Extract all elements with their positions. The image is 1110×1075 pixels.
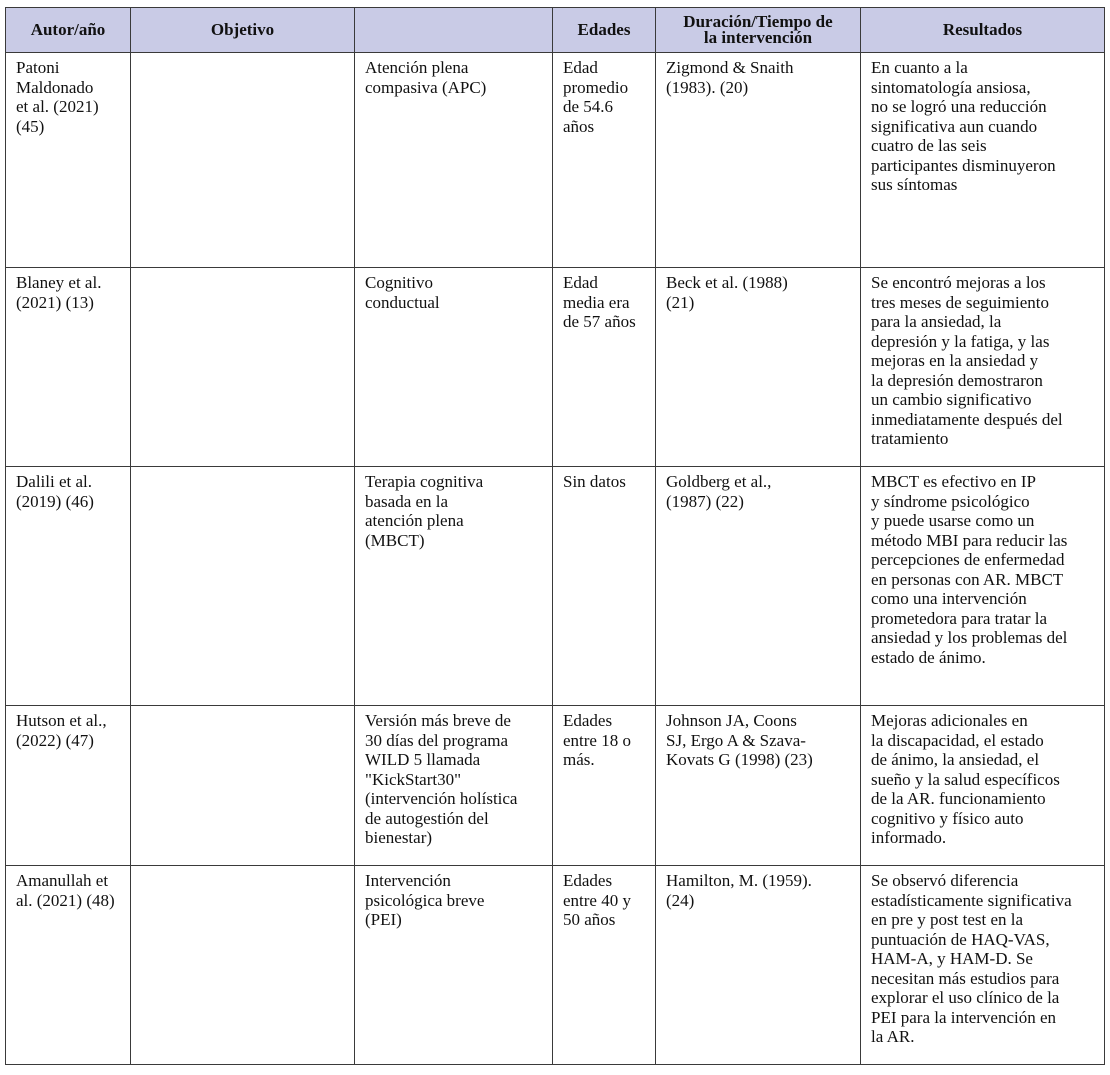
cell-objetivo <box>131 866 355 1065</box>
cell-objetivo <box>131 467 355 706</box>
cell-resultados: Se encontró mejoras a los tres meses de seguimiento para la ansiedad, la depresión y la fatiga, y las mejoras en la ansiedad y la depresión demostraron un cambio significativo inmediatamente después del tratamiento <box>861 268 1105 467</box>
cell-duracion: Johnson JA, Coons SJ, Ergo A & Szava- Kovats G (1998) (23) <box>656 706 861 866</box>
header-autor: Autor/año <box>6 8 131 53</box>
cell-objetivo <box>131 706 355 866</box>
table-row <box>6 866 1105 1065</box>
cell-edades: Edades entre 40 y 50 años <box>553 866 656 1065</box>
cell-resultados: MBCT es efectivo en IP y síndrome psicológico y puede usarse como un método MBI para reducir las percepciones de enfermedad en personas con AR. MBCT como una intervención prometedora para tratar la ansiedad y los problemas del estado de ánimo. <box>861 467 1105 706</box>
cell-autor: Hutson et al., (2022) (47) <box>6 706 131 866</box>
header-objetivo: Objetivo <box>131 8 355 53</box>
cell-resultados: En cuanto a la sintomatología ansiosa, no se logró una reducción significativa aun cuando cuatro de las seis participantes disminuyeron sus síntomas <box>861 53 1105 268</box>
cell-autor: Blaney et al. (2021) (13) <box>6 268 131 467</box>
studies-table <box>5 7 1105 1065</box>
table-row <box>6 467 1105 706</box>
cell-intervencion: Terapia cognitiva basada en la atención plena (MBCT) <box>355 467 553 706</box>
table-body <box>6 53 1105 1065</box>
cell-duracion: Goldberg et al., (1987) (22) <box>656 467 861 706</box>
cell-resultados: Mejoras adicionales en la discapacidad, el estado de ánimo, la ansiedad, el sueño y la salud específicos de la AR. funcionamiento cognitivo y físico auto informado. <box>861 706 1105 866</box>
table-row <box>6 706 1105 866</box>
cell-resultados: Se observó diferencia estadísticamente significativa en pre y post test en la puntuación de HAQ-VAS, HAM-A, y HAM-D. Se necesitan más estudios para explorar el uso clínico de la PEI para la intervención en la AR. <box>861 866 1105 1065</box>
cell-edades: Edad promedio de 54.6 años <box>553 53 656 268</box>
cell-duracion: Zigmond & Snaith (1983). (20) <box>656 53 861 268</box>
header-row <box>6 8 1105 53</box>
cell-intervencion: Versión más breve de 30 días del programa WILD 5 llamada "KickStart30" (intervención holística de autogestión del bienestar) <box>355 706 553 866</box>
cell-autor: Dalili et al. (2019) (46) <box>6 467 131 706</box>
cell-objetivo <box>131 268 355 467</box>
cell-edades: Edad media era de 57 años <box>553 268 656 467</box>
cell-edades: Sin datos <box>553 467 656 706</box>
cell-intervencion: Atención plena compasiva (APC) <box>355 53 553 268</box>
cell-autor: Amanullah et al. (2021) (48) <box>6 866 131 1065</box>
cell-duracion: Beck et al. (1988) (21) <box>656 268 861 467</box>
table-row <box>6 53 1105 268</box>
cell-intervencion: Intervención psicológica breve (PEI) <box>355 866 553 1065</box>
cell-edades: Edades entre 18 o más. <box>553 706 656 866</box>
cell-autor: Patoni Maldonado et al. (2021) (45) <box>6 53 131 268</box>
header-edades: Edades <box>553 8 656 53</box>
table-header <box>6 8 1105 53</box>
cell-intervencion: Cognitivo conductual <box>355 268 553 467</box>
cell-duracion: Hamilton, M. (1959). (24) <box>656 866 861 1065</box>
cell-objetivo <box>131 53 355 268</box>
header-intervencion <box>355 8 553 53</box>
header-resultados: Resultados <box>861 8 1105 53</box>
table-row <box>6 268 1105 467</box>
header-duracion: Duración/Tiempo de la intervención <box>656 8 861 53</box>
